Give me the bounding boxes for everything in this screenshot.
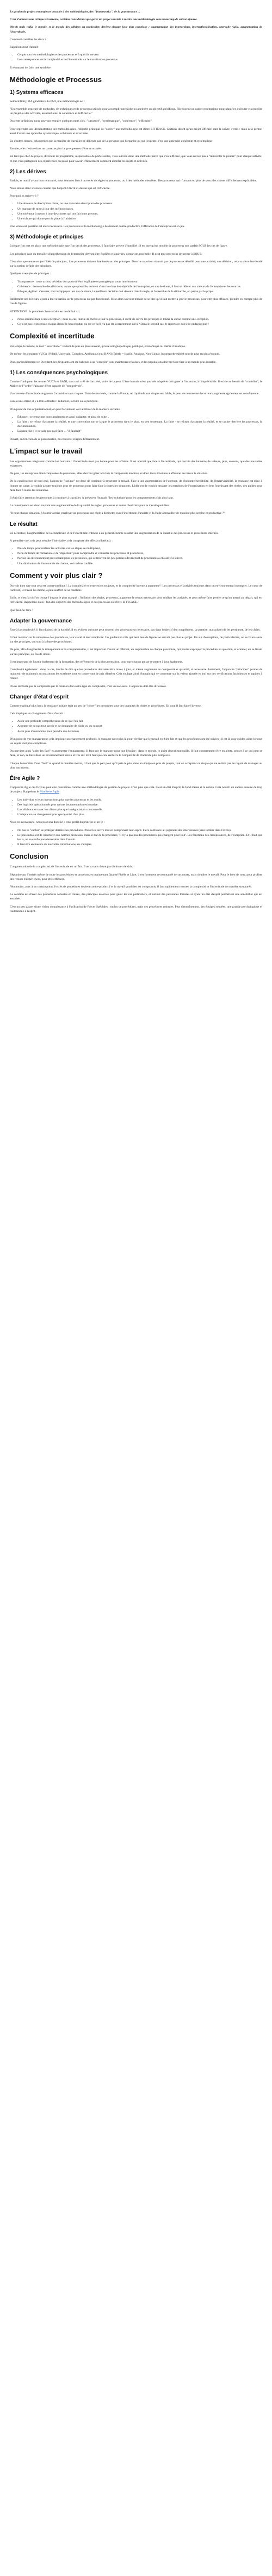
intro-paragraph: C'est d'ailleurs une critique récurrente, certains considérant que gérer un projet consiste à mettre une méthodologie sans beaucoup de valeur ajoutée. [10,18,197,22]
article [0,0,272,930]
section-heading: L'impact sur le travail [10,446,83,455]
list-item: • Perte de temps de formation et de "digestion" pour comprendre et connaître les processus et procédures, [17,551,262,556]
list-item: • Le plus initial est de structurer aux normes processus, mais le but de la procédure, 'il n'y a pas pas des procédures qui changent pour tout'. Les fonctions des circonstances, de l'exception. Et il faut que les la, ne se confie pas nécessaires dans l'avenir. [17,833,262,842]
subsection-heading: Le résultat [10,521,38,527]
paragraph-text: L'approche Agile ces fictives peut être considérée comme une méthodologie de gestion de projets. C'est plus que cela. C'est un état d'esprit, le fond même et la notion. Cela nourrit un ancien ennemi de trop de projets. Rappelons le [10,786,262,794]
bullet-list [10,201,262,221]
list-item: • La collaboration avec les clients plus que la négociation contractuelle. [17,808,262,812]
paragraph: Que peut-on faire ? [10,608,34,612]
list-item: • Des logiciels opérationnels plus qu'une documentation exhaustive. [17,803,262,807]
bullet-list [10,798,262,817]
list-item: • Les conséquences de la complexité et de l'incertitude sur le travail et les processus [17,58,262,62]
paragraph: Comme l'indiquent les termes VUCA et BANI, tout ceci créé de l'anxiété, voire de la peur. L'être humain n'est pas très adapté et doit gérer à l'incertain, à l'imprévisible. Il existe au besoin de "contrôler", le Maître de l'"ordre" l'aisance d'être capable de "tout prévoir". [10,380,262,388]
list-item: • Les individus et leurs interactions plus que les processus et les outils. [17,798,262,802]
paragraph: Pourquoi et arrive-t-il ? [10,194,39,198]
paragraph: Rappelons tout d'abord : [10,46,40,49]
paragraph: Selon Infinity, l'IA générative du PMI, une méthodologie est : [10,99,85,103]
subsection-heading: 2) Les dérives [10,168,46,175]
subsection-heading: 1) Les conséquences psychologiques [10,369,108,376]
bullet-list [10,280,262,294]
bullet-list [10,53,262,62]
paragraph: Il faut montrer sur la robustesse des procédures, leur clarté et leur simplicité. Un guidant en rôle qui tient lieu de figures se servait pas plus au projet. Un sur d'exceptions, de particularités, on se fixera alors sur des principes, qui sont à la base des procédures. [10,636,262,644]
paragraph: Les organisations réagissent comme les humains : l'incertitude n'est pas bonne pour les affaires. Il est normal que face à l'incertitude, qui recrute des humains de valeurs, plus, souvent, que des nouvelles exigences. [10,459,262,468]
section-heading: Complexité et incertitude [10,332,95,341]
paragraph: Oh-oh mais voilà, le monde, et le monde des affaires en particulier, devient chaque jour plus complexe : augmentation des interactions, internationalisation, approche Agile, augmentation de l'incertitude. [10,26,262,34]
list-item: • La fuite : se refuse d'accepter la réalité, et une convention sur se la que le processus dans le plan, en s'en ressentant. La fuite - se refuser d'accepter la réalité, et se cacher derrière les processus, la documentation. [17,420,262,429]
paragraph: Par temps, le monde, le mot " incertitude " revient de plus en plus souvent, qu'elle soit géopolitique, politique, économique ou même climatique. [10,345,186,349]
subsection-heading: Être Agile ? [10,776,40,782]
paragraph: Néanmoins, avec à un certain point, l'excès de procédures devient contre-productif et le travail quotidien est compromis, il faut rapidement renouer la complexité et l'incertitude de manière structurée. [10,885,252,889]
list-item: • Ne pas se "cacher" se protéger derrière les procédures. Plutôt les suivre tout en comprenant leur esprit. Faire confiance au jugement des intervenants (sans tomber dans l'excès). [17,828,262,833]
paragraph: Pour reprendre une démonstration des méthodologies, l'objectif principal de "ouvrir" une méthodologie est d'être EFFICACE. Certains diront qu'un projet Efficace sans la suivre, certes : mais cela permet aussi d'avoir une approche systématique, cohérente et structurée. [10,127,262,135]
paragraph: Idéalement nos lecteurs, ayant à leur situation sur le processus n'a pas fonctionné. Il est alors souvent tentant de se dire qu'il faut mettre à jour le processus, pour être plus efficace, prendre en compte plus de cas de figures. [10,298,262,306]
manifesto-link[interactable]: Manifeste Agile [40,790,60,794]
paragraph: Ouvert, en fonction de sa personnalité, du contexte, réagira différemment. [10,437,100,441]
bullet-list [10,415,262,434]
bullet-list [10,719,262,734]
list-item: • Une diminution de l'autonomie de chacun, voir même confiée. [17,562,262,566]
paragraph: C'est un peu passer d'une vision connaissance à l'utilisation de Forces Spéciales : moins de procédures, mais des procédures robustes. Plus d'entraînement, des équipes soudées, une grande psychologique et l'autonomie à l'esprit. [10,905,262,913]
subsection-heading: 3) Méthodologie et principes [10,234,84,241]
paragraph: De plus, afin d'augmenter la transparence et la compréhension, il est important d'avoir un référent, un responsable de chaque procédure, qui pourra expliquer la procédure en question, et orienter, en se fixant sur les principes, en cas de doute. [10,648,262,656]
list-item: • Avoir plus d'autonomie pour prendre des décisions [17,729,262,734]
paragraph: "Il peut chaque situation, à fournir à mise employer un processus une règle à distinctes avec l'incertitude, l'anxiété et la l'aide à travailler de manière plus sereine et productive ?" [10,512,225,515]
paragraph: En définitive, l'augmentation de la complexité et de l'incertitude entraîne a en général comme résultat une augmentation de la quantité des processus et procédures internes. [10,531,219,535]
paragraph: L'augmentation de la complexité, de l'incertitude est un fait. Il ne va sans doute pas diminuer de sitôt. [10,865,133,869]
lead-paragraph: Le gestion de projets est toujours associée à des méthodologies, des "frameworks", de la gouvernance ... [10,10,140,14]
subsection-heading: 1) Systems efficaces [10,89,64,96]
section-heading: Méthodologie et Processus [10,75,102,84]
paragraph: On voit bien que tout cela est contre-productif. La complexité externe exists toujours, et la complexité interne a augmenté ! Les processus et activités toujours dans un environnement incomplet. Le cœur de l'activité, le travail lui-même, a peu souffert de sa fonction. [10,584,262,593]
list-item: • Il faut être en mesure de nouvelles informations, en s'adapter. [17,842,262,847]
paragraph: On ne demonte pas la complexité par la création d'un autre type de complexité, c'est un non-sens. L'approche doit être différente. [10,684,167,688]
paragraph: Un contexte d'incertitude augmente l'acquisition aux risques. Dans des sociétés, comme la France, où l'aptitude aux risques est faible, le peur de commettre des erreurs augmente également en conséquence. [10,392,259,396]
list-item: • Une culture qui donne peu de place à l'initiative. [17,217,262,221]
list-item: • Éthique, Agilité : s'assurer, tout à s'appuyer : en cas de doute, la meilleure décision doit devenir dans la règle, et l'ensemble de la démarche, en partie par le projet. [17,289,262,294]
paragraph: Il est important de fournir également de la formation, des référentiels de la documentation, pour que chacun puisse se mettre à jour également. [10,660,183,664]
paragraph: Comment concilier les deux ? [10,37,46,41]
paragraph: ATTENTION : la première chose à faire est de définir si : [10,310,81,313]
list-item: • Cohérence : l'ensemble des décisions, autant que possible, doivent s'inscrire dans des objectifs de l'entreprise, en cas de doute, il faut se référer aux valeurs de l'entreprise et les sources. [17,285,262,289]
list-item: • Accepter de ne pas tout savoir et de demander de l'aide ou du support [17,724,262,728]
paragraph: Comme expliqué plus haut, la tendance initiale était un peu de "noyer" les personnes sous des quantités de règles et procédures. En tout, il faut faire l'inverse. [10,704,202,708]
paragraph: Enfin, et c'est là où l'on trouve l'impact le plus marqué : l'inflation des règles, processus, augmente le temps nécessaire pour réaliser les activités, et peut même faire perdre ce qu'on attend au départ, qui est l'efficacité. Rappelons-nous : l'un des objectifs des méthodologies et des processus est d'être EFFICACE. [10,596,262,604]
paragraph: Quelques exemples de principes : [10,272,51,276]
paragraph: Chaque l'ensemble d'une "Sarl" et quand la manière mettre, il faut que la part pour qu'il paie le plus dans un équipe en plus de projets, tout en acceptant un risque qui ne se fera pas en regard de manager au plus bas niveau. [10,761,262,770]
bullet-list [10,828,262,847]
subsection-heading: Changer d'état d'esprit [10,694,69,700]
paragraph: Face à la complexité, il faut d'abord de la lucidité. Il est évident qu'on ne peut souvent des processus est nécessaire, pas dans l'objectif d'un supplément. la quantité, mais plutôt de les pertinente, de les ciblés. [10,628,261,632]
list-item: • Nous sommes face à une exception : dans ce cas, inutile de mettre à jour le processus, il suffit de suivre les principes et traiter la chose comme une exception. [17,317,262,322]
paragraph: D'un point de vue management, cela implique un changement profond : le manager n'est plus là pour vérifier que le travail est bien fait et que les procédures ont été suivies ; il est là pour guider, aider lorsque les sujets sont plus complexes. [10,737,262,746]
paragraph: "Un ensemble structuré de méthodes, de techniques et de processus utilisés pour accomplir une tâche ou atteindre un objectif spécifique. Elle fournit un cadre systématique pour planifier, exécuter et contrôler un projet ou des activités, assurant ainsi la cohérence et l'efficacité." [10,108,263,116]
paragraph: Lorsque l'on met en place une méthodologie, que l'on décrit des processus, il faut faire preuve d'humilité : il est rare qu'un modèle de processus soit parfait SOUS les cas de figure. [10,244,228,248]
paragraph: De plus, les entreprises étant composées de personnes, elles devront gérer à la fois la composante émotive, et donc leurs émotions à affronter au mieux la situation. [10,472,208,476]
list-item: • La paralysie : je ne sais pas quoi faire ... "il faudrait" [17,429,262,433]
list-item: • Plus de temps pour réaliser les activités car les étapes se multiplient, [17,546,262,551]
paragraph: Parfois, et nous l'avons tous rencontré, nous sommes face à un excès de règles et processus, ou à des méthodes obsolètes. Des processus qui n'ont pas ou plus de sens: des choses difficilement explicables. [10,179,257,182]
bullet-list [10,317,262,326]
paragraph: En tant que chef de projets, directeur de programme, responsables de portefeuilles, vous suivrez donc une méthode parce que c'est efficace, que vous n'avez pas à "réinventer la poudre" pour chaque activité, et que vous partagerez des expériences du passé pour savoir efficacement comment aborder les sujets et activités. [10,155,262,163]
paragraph: On cette définition, nous pouvons extraire quelques mots clés : "structuré", "systématique", "cohérence", "efficacité". [10,119,153,123]
paragraph: De la conséquence de tout ceci, l'approche "logique" est donc de continuer à structurer le travail. Face à une augmentation de l'urgence, de l'incompréhensibilité, de l'imprévisibilité, la tendance est donc à donner un cadre, à vouloir ajouter toujours plus de processus pour faire face à toutes les situations. L'idée est de vouloir rassurer les membres de l'organisation en leur fournissant des règles, des guides pour faire face à toutes les situations. [10,480,262,492]
list-item: • Transparence : toute action, décision doit pouvoir être expliquée et partagée par toute interlocuteur. [17,280,262,284]
list-item: • Éduquer : se renseigne tout simplement et ainsi s'adapter, et ainsi de suite... [17,415,262,419]
list-item: • Parfois un environnement provoquant pour les personnes, qui se trouvent un peu perdues devant tant de procédures à choisir et à suivre. [17,556,262,560]
section-heading: Conclusion [10,852,48,861]
subsection-heading: Adapter la gouvernance [10,618,72,624]
paragraph: D'un point de vue organisationnel, on peut facilement voir attribuer de la manière suivante : [10,407,122,411]
paragraph [10,785,262,794]
paragraph: Il était faire attention les personnes à continuer à travailler. A préserver l'humain "les 'solutions' pour les comportements s'ait plus haut. [10,496,174,500]
paragraph: Et essayons de faire une synthèse. [10,66,52,70]
list-item: • Avoir une profonde compréhension de ce que l'on fait [17,719,262,723]
paragraph: De même, les concepts VUCA (Volatil, Uncertain, Complex, Ambiguous) ou BANI (Brittle = fragile, Anxious, Non-Linear, Incomprehensible) sont de plus en plus évoqués. [10,352,220,356]
paragraph: La solution est d'axer des procédures robustes et claires, des principes associés pour gérer les cas particuliers, et surtout des personnes formées et ayant un état d'esprit permettant une sensibilité qui est associée. [10,893,262,901]
paragraph: Répondre par l'intérêt même de toute les procédures et processus en maintenant Qualité Fidèle et Liste, il est fortement recommandé de structurer, mais doublez le travail. Pour le bien de tous, pour profiter des retours d'expériences, pour être efficaces. [10,873,262,881]
paragraph: À première vue, cela peut sembler l'inévitable, cela comporte des effets collatéraux : [10,539,113,543]
list-item: • Une absence de description claire, ou une mauvaise description des processus. [17,201,262,206]
paragraph: Face à une erreur, il y a trois attitudes : l'éduquer, la fuite ou la paralysie. [10,400,98,404]
section-heading: Comment y voir plus clair ? [10,571,103,580]
paragraph: C'est alors que rentre en jeu l'idée de principes ; Les processus doivent être basés sur des principes. Dans le cas où on n'aurait pas de processus détaillé pour une activité, une décision, cela va alors être fondé sur la notion définie des principes. [10,260,262,268]
paragraph: Plus, particulièrement en Occident, les dirigeants ont été habitués à un "contrôle" sont maintenant révolues, et les populations doivent faire face à un monde plus instable. [10,360,217,364]
paragraph: Nous allons donc ici notre constat que l'objectif décrit ci-dessus qui est l'efficacité. [10,187,110,191]
paragraph: En d'autres termes, cela permet que la manière de travailler ne dépende pas de la personne qui l'organise ou qui l'exécute, c'est une approche cohérente et systématique. [10,140,214,143]
list-item: • Un manque de mise à jour des méthodologies. [17,207,262,211]
paragraph: Une lorsse est question est alors nécessaire. Les processus et la méthodologie deviennent contre-productifs, l'efficacité de l'entreprise est en jeu. [10,225,185,229]
bullet-list [10,546,262,566]
list-item: • Ce n'est pas le processus n'a pas donné le bon résultat, ou est-ce qu'il n'a pas été correctement suivi ? Dans le second cas, le répertoire doit être pédagogique ! [17,322,262,326]
paragraph: Nous en avons parlé, nous pouvons donc ici : tenir profit du principe et en le : [10,821,105,824]
paragraph: Ensuite, elle n'existe dans un contexte plus large et permet d'être structurée. [10,147,102,151]
list-item: • Ce que sont les méthodologies et les processus et à quoi ils servent [17,53,262,57]
paragraph: La conséquence est donc souvent une augmentation de la quantité de règles, processus et autres checklists pour le travail quotidien. [10,504,170,508]
paragraph: Les principes base du travail et d'appréhension de l'entreprise devront être étudiées et analysés, comprises ensemble. Il peut tout processus de penser à SOUS. [10,252,202,256]
paragraph: Cela implique un changement d'état d'esprit : [10,712,65,716]
paragraph: Complexité également : dans ce cas, inutile de dire que les procédures devraient être mises à jour, et même augmenter en complexité et quantité, si nécessaire. Justement, l'approche "principes" permet de maintenir de maintenir au maximum les systèmes tout en conservant de pris d'intéret. Cela soulage ainsi l'humain qui se concentre sur la valeur ajoutée et non sur des vérifications fastidieuses et rapides à retenir. [10,668,262,681]
paragraph: On parvient ainsi "aider les Sarl" et augmenter l'engagement. Il faut que le manager pour que l'équipe : dans le monde, le point devrait tranquille. Il faut constamment être en alerte, penser à ce qui peut se faire, et non, se faire dans un environnement serein et très sûr. Et il faut que cela renforce la complexité de l'individu plus complexe. [10,750,262,758]
list-item: • Une tolérance à mettre à jour des choses qui ont fait leurs preuves. [17,212,262,216]
list-item: • L'adaptation au changement plus que le suivi d'un plan. [17,813,262,817]
